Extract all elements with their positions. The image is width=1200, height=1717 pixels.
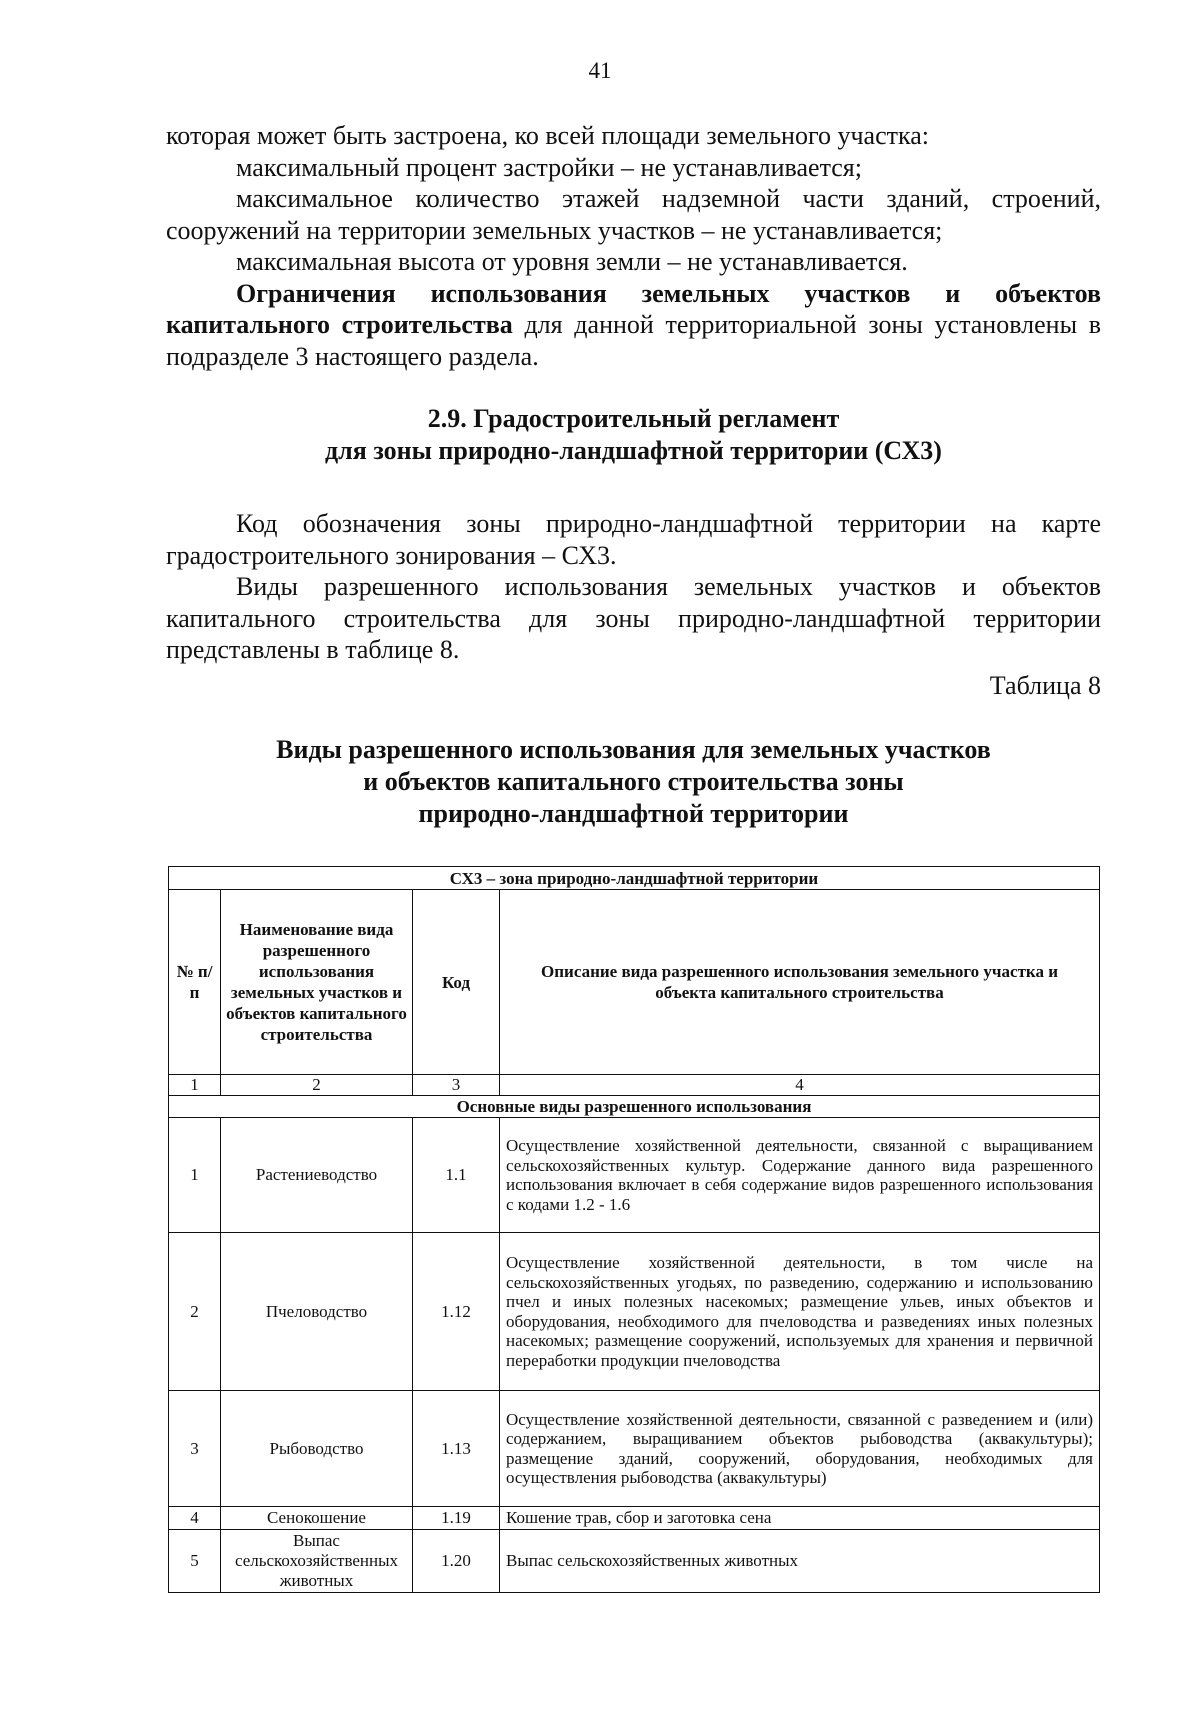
use-code: 1.1	[413, 1118, 500, 1233]
table-row	[169, 1507, 1100, 1530]
table-row	[169, 1233, 1100, 1391]
paragraph: Виды разрешенного использования земельных участков и объектов капитального строительства для зоны природно-ландшафтной территории представлены в таблице 8.	[166, 572, 1101, 664]
section-title: Основные виды разрешенного использования	[169, 1096, 1100, 1118]
use-name: Пчеловодство	[221, 1233, 413, 1391]
column-number: 1	[169, 1075, 221, 1096]
column-number: 2	[221, 1075, 413, 1096]
column-number-row	[169, 1075, 1100, 1096]
row-number: 5	[169, 1530, 221, 1593]
table-row	[169, 1118, 1100, 1233]
restrictions-bold: Ограничения использования земельных участков и объектов капитального строительства	[166, 278, 1101, 339]
page-number: 41	[588, 58, 612, 83]
table-row	[169, 1391, 1100, 1507]
row-number: 2	[169, 1233, 221, 1391]
paragraph: которая может быть застроена, ко всей площади земельного участка:	[166, 121, 930, 150]
row-number: 1	[169, 1118, 221, 1233]
paragraph: максимальная высота от уровня земли – не устанавливается.	[236, 247, 908, 276]
restrictions-rest: для данной территориальной зоны установлены в подразделе 3 настоящего раздела.	[166, 310, 1102, 371]
table-title-line: и объектов капитального строительства зоны	[363, 767, 904, 796]
use-code: 1.19	[413, 1507, 500, 1530]
zone-header: СХ3 – зона природно-ландшафтной территории	[169, 867, 1100, 890]
use-name: Рыбоводство	[221, 1391, 413, 1507]
column-number: 3	[413, 1075, 500, 1096]
table-number: Таблица 8	[989, 671, 1101, 700]
section-row	[169, 1096, 1100, 1118]
use-description: Осуществление хозяйственной деятельности, связанной с разведением и (или) содержанием, выращиванием объектов рыбоводства (аквакультуры); размещение зданий, сооружений, оборудования, необходимых для осуществления рыбоводства (аквакультуры)	[500, 1391, 1100, 1507]
use-description: Кошение трав, сбор и заготовка сена	[500, 1507, 1100, 1530]
paragraph: Код обозначения зоны природно-ландшафтной территории на карте градостроительного зонирования – СХ3.	[166, 509, 1101, 570]
column-header: Наименование вида разрешенного использования земельных участков и объектов капитального строительства	[221, 890, 413, 1075]
row-number: 4	[169, 1507, 221, 1530]
paragraph: максимальное количество этажей надземной части зданий, строений, сооружений на территории земельных участков – не устанавливается;	[166, 184, 1101, 245]
heading-line: 2.9. Градостроительный регламент	[427, 404, 840, 433]
use-code: 1.12	[413, 1233, 500, 1391]
intro-text	[166, 508, 1101, 666]
use-name: Выпас сельскохозяйственных животных	[221, 1530, 413, 1593]
heading-line: для зоны природно-ландшафтной территории (СХ3)	[325, 436, 942, 465]
permitted-use-table	[168, 866, 1100, 1593]
use-name: Сенокошение	[221, 1507, 413, 1530]
use-description: Осуществление хозяйственной деятельности, связанной с выращиванием сельскохозяйственных культур. Содержание данного вида разрешенного использования включает в себя содержание видов разрешенного использования с кодами 1.2 - 1.6	[500, 1118, 1100, 1233]
use-description: Выпас сельскохозяйственных животных	[500, 1530, 1100, 1593]
use-code: 1.13	[413, 1391, 500, 1507]
column-number: 4	[500, 1075, 1100, 1096]
section-heading	[166, 403, 1101, 467]
table-title-line: природно-ландшафтной территории	[418, 799, 849, 828]
use-code: 1.20	[413, 1530, 500, 1593]
column-header: Описание вида разрешенного использования земельного участка и объекта капитального строительства	[500, 890, 1100, 1075]
table-row	[169, 1530, 1100, 1593]
column-header: Код	[413, 890, 500, 1075]
zone-header-row	[169, 867, 1100, 890]
use-description: Осуществление хозяйственной деятельности, в том числе на сельскохозяйственных угодьях, по разведению, содержанию и использованию пчел и иных полезных насекомых; размещение ульев, иных объектов и оборудования, необходимого для пчеловодства и разведениях иных полезных насекомых; размещение сооружений, используемых для хранения и первичной переработки продукции пчеловодства	[500, 1233, 1100, 1391]
column-header: № п/п	[169, 890, 221, 1075]
use-name: Растениеводство	[221, 1118, 413, 1233]
table-title	[166, 734, 1101, 830]
restrictions-paragraph	[166, 278, 1101, 373]
column-header-row	[169, 890, 1100, 1075]
zoning-parameters	[166, 120, 1101, 372]
table-title-line: Виды разрешенного использования для земельных участков	[276, 735, 991, 764]
row-number: 3	[169, 1391, 221, 1507]
paragraph: максимальный процент застройки – не устанавливается;	[236, 152, 862, 182]
